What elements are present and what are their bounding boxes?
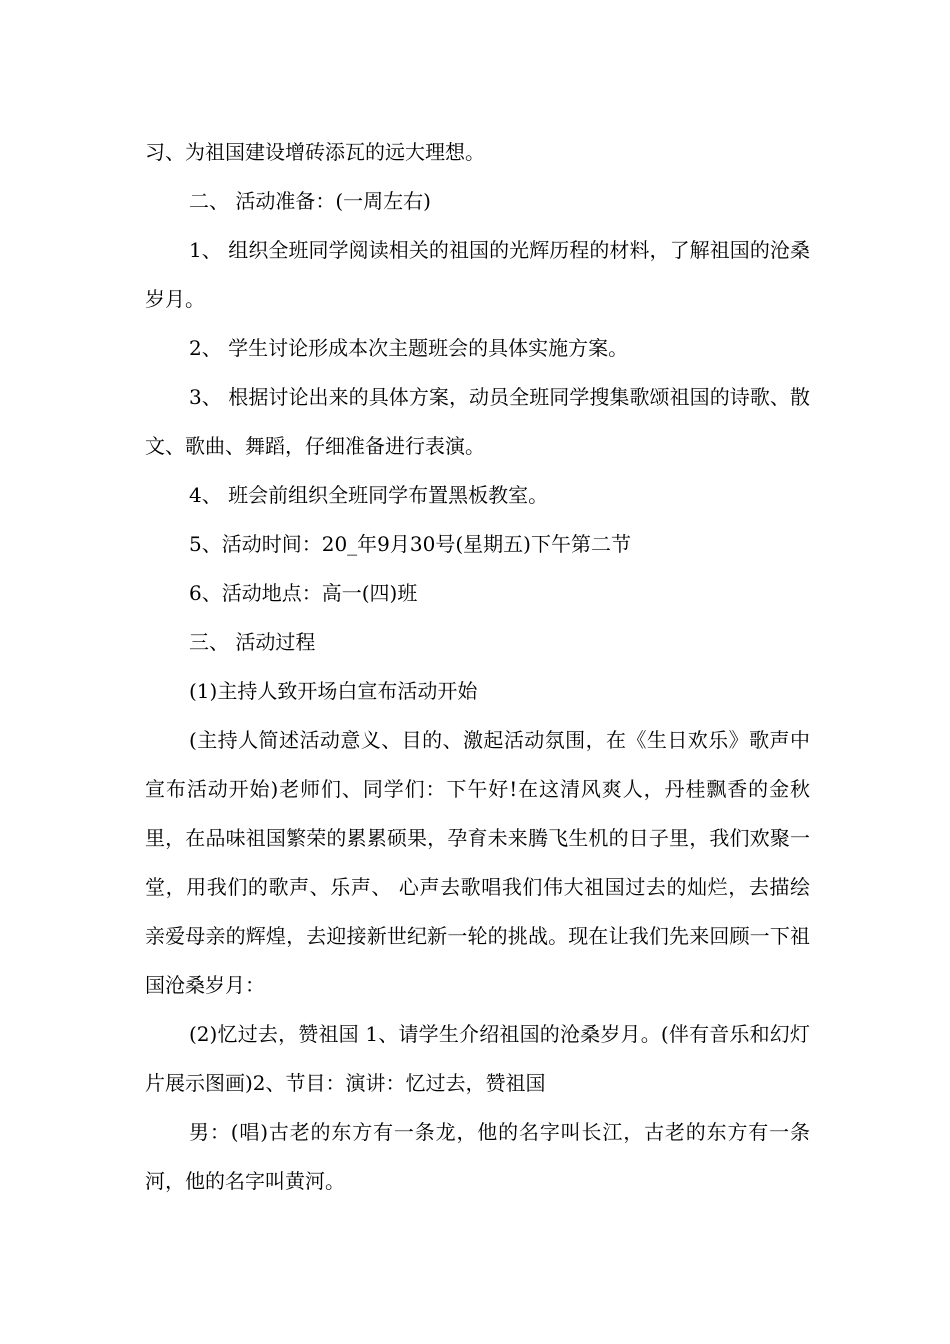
paragraph-9: 三、 活动过程 bbox=[189, 630, 316, 654]
paragraph-13: 男：(唱)古老的东方有一条龙，他的名字叫长江，古老的东方有一条河，他的名字叫黄河。 bbox=[145, 1120, 810, 1193]
document-body bbox=[145, 128, 810, 1206]
paragraph-5: 3、 根据讨论出来的具体方案，动员全班同学搜集歌颂祖国的诗歌、散文、歌曲、舞蹈，仔细准备进行表演。 bbox=[145, 385, 810, 458]
paragraph-4: 2、 学生讨论形成本次主题班会的具体实施方案。 bbox=[189, 336, 629, 360]
paragraph-2: 二、 活动准备：(一周左右) bbox=[189, 189, 431, 213]
paragraph-11: (主持人简述活动意义、目的、激起活动氛围，在《生日欢乐》歌声中宣布活动开始)老师们、同学们：下午好!在这清风爽人，丹桂飘香的金秋里，在品味祖国繁荣的累累硕果，孕育未来腾飞生机的日子里，我们欢聚一堂，用我们的歌声、乐声、 心声去歌唱我们伟大祖国过去的灿烂，去描绘亲爱母亲的辉煌，去迎接新世纪新一轮的挑战。现在让我们先来回顾一下祖国沧桑岁月： bbox=[145, 728, 810, 997]
paragraph-3: 1、 组织全班同学阅读相关的祖国的光辉历程的材料，了解祖国的沧桑岁月。 bbox=[145, 238, 810, 311]
paragraph-8: 6、活动地点：高一(四)班 bbox=[189, 581, 418, 605]
paragraph-12: (2)忆过去，赞祖国 1、请学生介绍祖国的沧桑岁月。(伴有音乐和幻灯片展示图画)2、节目：演讲：忆过去，赞祖国 bbox=[145, 1022, 810, 1095]
paragraph-10: (1)主持人致开场白宣布活动开始 bbox=[189, 679, 478, 703]
paragraph-1: 习、为祖国建设增砖添瓦的远大理想。 bbox=[145, 140, 485, 164]
paragraph-7: 5、活动时间：20_年9月30号(星期五)下午第二节 bbox=[189, 532, 631, 556]
paragraph-6: 4、 班会前组织全班同学布置黑板教室。 bbox=[189, 483, 549, 507]
